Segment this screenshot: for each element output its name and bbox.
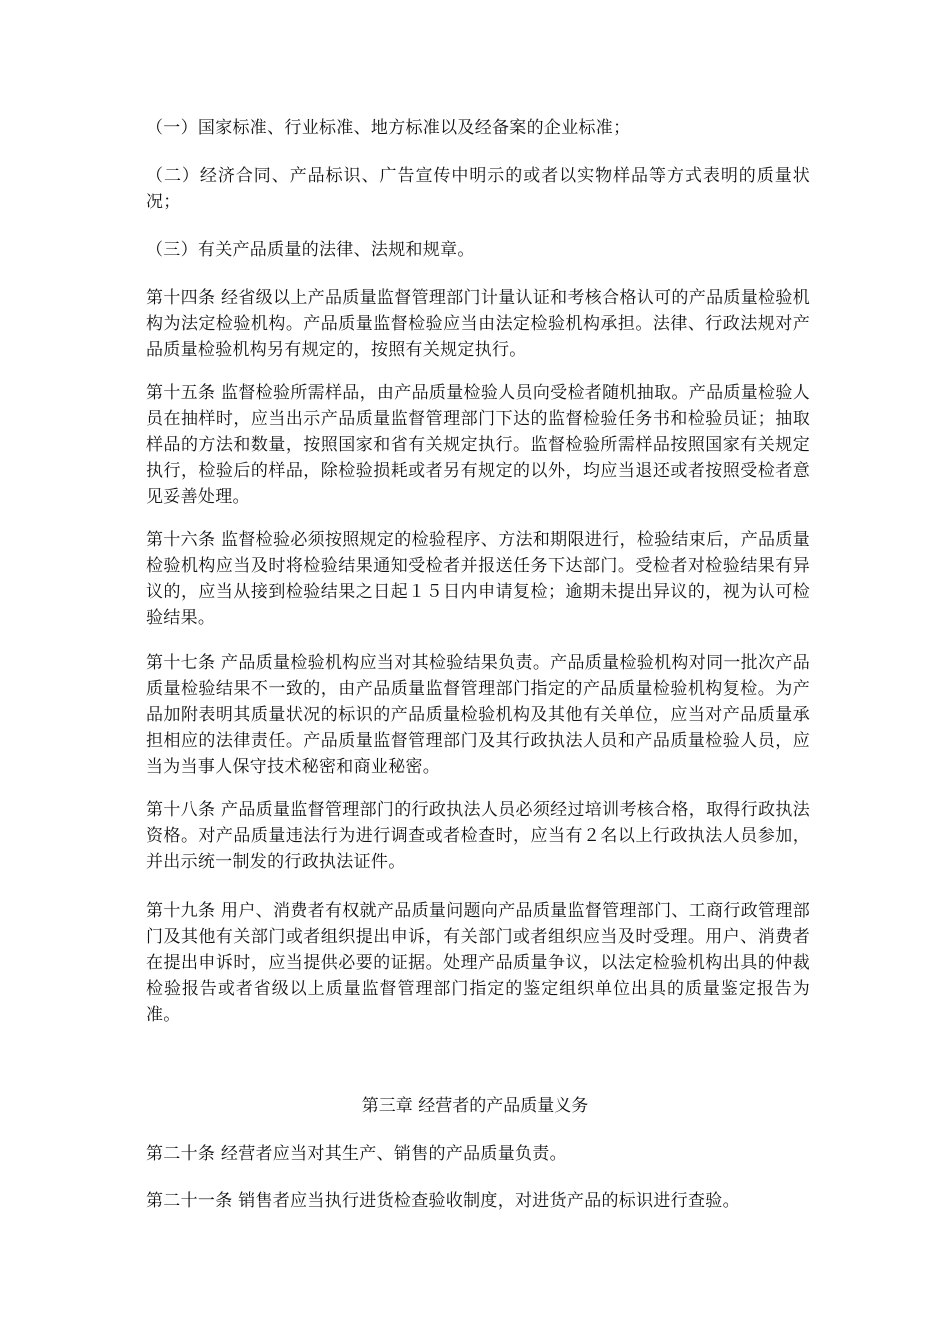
article-19: 第十九条 用户、消费者有权就产品质量问题向产品质量监督管理部门、工商行政管理部门及其他有关部门或者组织提出申诉，有关部门或者组织应当及时受理。用户、消费者在提出申诉时，应当提供必要的证据。处理产品质量争议，以法定检验机构出具的仲裁检验报告或者省级以上质量监督管理部门指定的鉴定组织单位出具的质量鉴定报告为准。: [146, 901, 810, 1025]
clause-item-2: （二）经济合同、产品标识、广告宣传中明示的或者以实物样品等方式表明的质量状况；: [146, 166, 810, 212]
article-16: 第十六条 监督检验必须按照规定的检验程序、方法和期限进行，检验结束后，产品质量检验机构应当及时将检验结果通知受检者并报送任务下达部门。受检者对检验结果有异议的，应当从接到检验结果之日起１５日内申请复检；逾期未提出异议的，视为认可检验结果。: [146, 530, 810, 628]
chapter-heading: 第三章 经营者的产品质量义务: [361, 1096, 589, 1116]
article-21: 第二十一条 销售者应当执行进货检查验收制度，对进货产品的标识进行查验。: [146, 1191, 740, 1211]
article-20: 第二十条 经营者应当对其生产、销售的产品质量负责。: [146, 1144, 567, 1164]
clause-item-1: （一）国家标准、行业标准、地方标准以及经备案的企业标准；: [146, 118, 631, 138]
article-15: 第十五条 监督检验所需样品，由产品质量检验人员向受检者随机抽取。产品质量检验人员在抽样时，应当出示产品质量监督管理部门下达的监督检验任务书和检验员证；抽取样品的方法和数量，按照国家和省有关规定执行。监督检验所需样品按照国家有关规定执行，检验后的样品，除检验损耗或者另有规定的以外，均应当退还或者按照受检者意见妥善处理。: [146, 383, 810, 507]
article-18: 第十八条 产品质量监督管理部门的行政执法人员必须经过培训考核合格，取得行政执法资格。对产品质量违法行为进行调查或者检查时，应当有２名以上行政执法人员参加，并出示统一制发的行政执法证件。: [146, 800, 810, 872]
clause-item-3: （三）有关产品质量的法律、法规和规章。: [146, 240, 475, 260]
article-14: 第十四条 经省级以上产品质量监督管理部门计量认证和考核合格认可的产品质量检验机构为法定检验机构。产品质量监督检验应当由法定检验机构承担。法律、行政法规对产品质量检验机构另有规定的，按照有关规定执行。: [146, 288, 810, 360]
article-17: 第十七条 产品质量检验机构应当对其检验结果负责。产品质量检验机构对同一批次产品质量检验结果不一致的，由产品质量监督管理部门指定的产品质量检验机构复检。为产品加附表明其质量状况的标识的产品质量检验机构及其他有关单位，应当对产品质量承担相应的法律责任。产品质量监督管理部门及其行政执法人员和产品质量检验人员，应当为当事人保守技术秘密和商业秘密。: [146, 653, 810, 777]
